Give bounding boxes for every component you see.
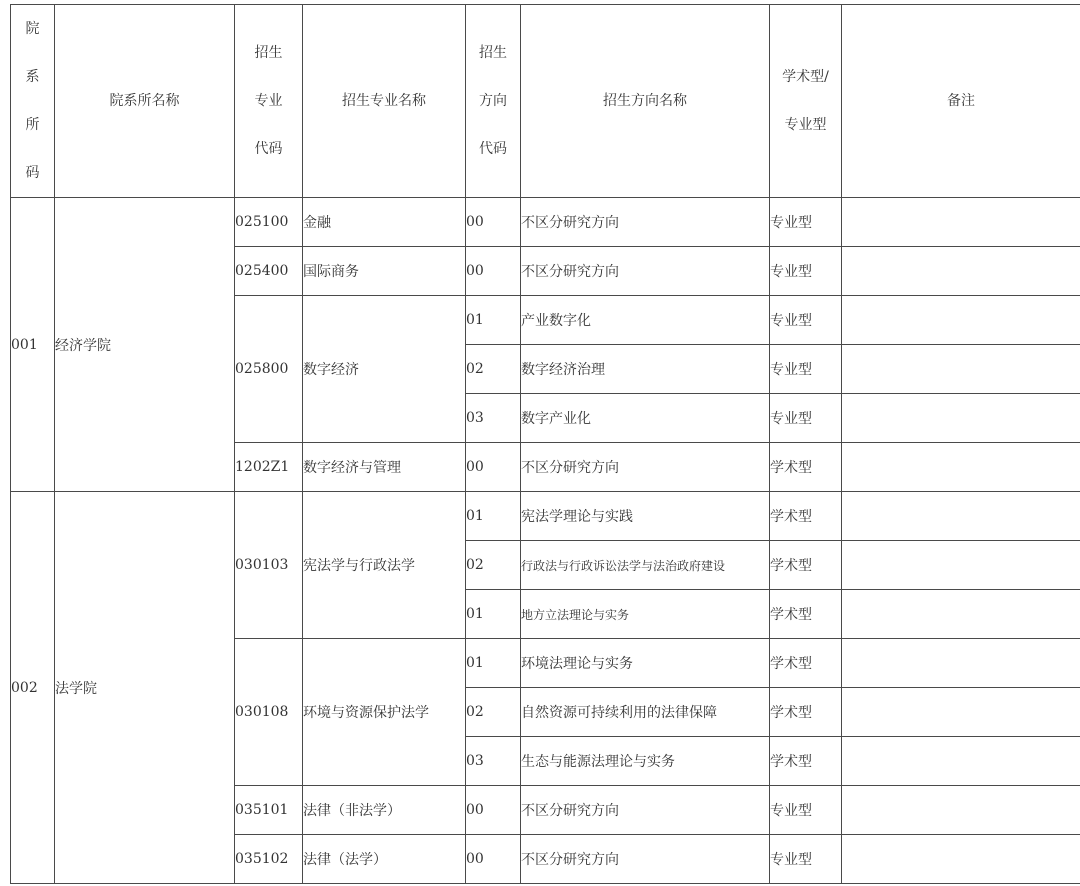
header-dept-name: 院系所名称 — [55, 5, 235, 198]
direction-name-cell: 数字经济治理 — [521, 345, 770, 394]
degree-type-cell: 专业型 — [770, 786, 842, 835]
degree-type-cell: 专业型 — [770, 394, 842, 443]
note-cell — [842, 590, 1080, 639]
direction-code-cell: 00 — [466, 198, 521, 247]
admissions-catalog-table — [10, 4, 1080, 884]
direction-code-cell: 00 — [466, 786, 521, 835]
direction-name-cell: 产业数字化 — [521, 296, 770, 345]
major-code-cell: 025400 — [235, 247, 303, 296]
major-name-cell: 环境与资源保护法学 — [303, 639, 466, 786]
header-note: 备注 — [842, 5, 1080, 198]
major-name-cell: 金融 — [303, 198, 466, 247]
degree-type-cell: 专业型 — [770, 247, 842, 296]
header-direction-code: 招生方向代码 — [466, 5, 521, 198]
degree-type-cell: 学术型 — [770, 492, 842, 541]
major-name-cell: 宪法学与行政法学 — [303, 492, 466, 639]
direction-name-cell: 环境法理论与实务 — [521, 639, 770, 688]
note-cell — [842, 198, 1080, 247]
dept-name-cell: 经济学院 — [55, 198, 235, 492]
direction-name-cell: 不区分研究方向 — [521, 443, 770, 492]
direction-code-cell: 03 — [466, 737, 521, 786]
direction-code-cell: 00 — [466, 835, 521, 884]
direction-code-cell: 03 — [466, 394, 521, 443]
major-name-cell: 数字经济 — [303, 296, 466, 443]
direction-name-cell: 不区分研究方向 — [521, 247, 770, 296]
note-cell — [842, 345, 1080, 394]
degree-type-cell: 专业型 — [770, 296, 842, 345]
note-cell — [842, 639, 1080, 688]
note-cell — [842, 247, 1080, 296]
direction-code-cell: 01 — [466, 296, 521, 345]
direction-name-cell: 自然资源可持续利用的法律保障 — [521, 688, 770, 737]
direction-name-cell: 不区分研究方向 — [521, 835, 770, 884]
major-name-cell: 国际商务 — [303, 247, 466, 296]
degree-type-cell: 专业型 — [770, 198, 842, 247]
major-name-cell: 数字经济与管理 — [303, 443, 466, 492]
direction-code-cell: 01 — [466, 639, 521, 688]
note-cell — [842, 394, 1080, 443]
note-cell — [842, 688, 1080, 737]
degree-type-cell: 学术型 — [770, 590, 842, 639]
direction-code-cell: 01 — [466, 492, 521, 541]
table-row — [11, 198, 1080, 247]
degree-type-cell: 学术型 — [770, 688, 842, 737]
direction-name-cell: 行政法与行政诉讼法学与法治政府建设 — [521, 541, 770, 590]
major-code-cell: 025800 — [235, 296, 303, 443]
dept-code-cell: 002 — [11, 492, 55, 884]
header-major-name: 招生专业名称 — [303, 5, 466, 198]
major-code-cell: 035102 — [235, 835, 303, 884]
direction-code-cell: 00 — [466, 443, 521, 492]
dept-code-cell: 001 — [11, 198, 55, 492]
major-name-cell: 法律（非法学） — [303, 786, 466, 835]
direction-code-cell: 02 — [466, 345, 521, 394]
note-cell — [842, 786, 1080, 835]
degree-type-cell: 专业型 — [770, 345, 842, 394]
degree-type-cell: 专业型 — [770, 835, 842, 884]
direction-name-cell: 数字产业化 — [521, 394, 770, 443]
direction-name-cell: 地方立法理论与实务 — [521, 590, 770, 639]
note-cell — [842, 296, 1080, 345]
degree-type-cell: 学术型 — [770, 443, 842, 492]
note-cell — [842, 737, 1080, 786]
header-major-code: 招生专业代码 — [235, 5, 303, 198]
note-cell — [842, 835, 1080, 884]
degree-type-cell: 学术型 — [770, 639, 842, 688]
header-row — [11, 5, 1080, 198]
table-row — [11, 492, 1080, 541]
degree-type-cell: 学术型 — [770, 737, 842, 786]
note-cell — [842, 443, 1080, 492]
note-cell — [842, 541, 1080, 590]
header-dept-code: 院系所码 — [11, 5, 55, 198]
direction-code-cell: 02 — [466, 541, 521, 590]
direction-name-cell: 不区分研究方向 — [521, 786, 770, 835]
degree-type-cell: 学术型 — [770, 541, 842, 590]
note-cell — [842, 492, 1080, 541]
major-code-cell: 025100 — [235, 198, 303, 247]
major-code-cell: 1202Z1 — [235, 443, 303, 492]
dept-name-cell: 法学院 — [55, 492, 235, 884]
direction-code-cell: 02 — [466, 688, 521, 737]
direction-code-cell: 00 — [466, 247, 521, 296]
header-degree-type: 学术型/专业型 — [770, 5, 842, 198]
major-code-cell: 030103 — [235, 492, 303, 639]
header-direction-name: 招生方向名称 — [521, 5, 770, 198]
major-code-cell: 030108 — [235, 639, 303, 786]
direction-name-cell: 生态与能源法理论与实务 — [521, 737, 770, 786]
major-code-cell: 035101 — [235, 786, 303, 835]
major-name-cell: 法律（法学） — [303, 835, 466, 884]
direction-code-cell: 01 — [466, 590, 521, 639]
direction-name-cell: 不区分研究方向 — [521, 198, 770, 247]
direction-name-cell: 宪法学理论与实践 — [521, 492, 770, 541]
